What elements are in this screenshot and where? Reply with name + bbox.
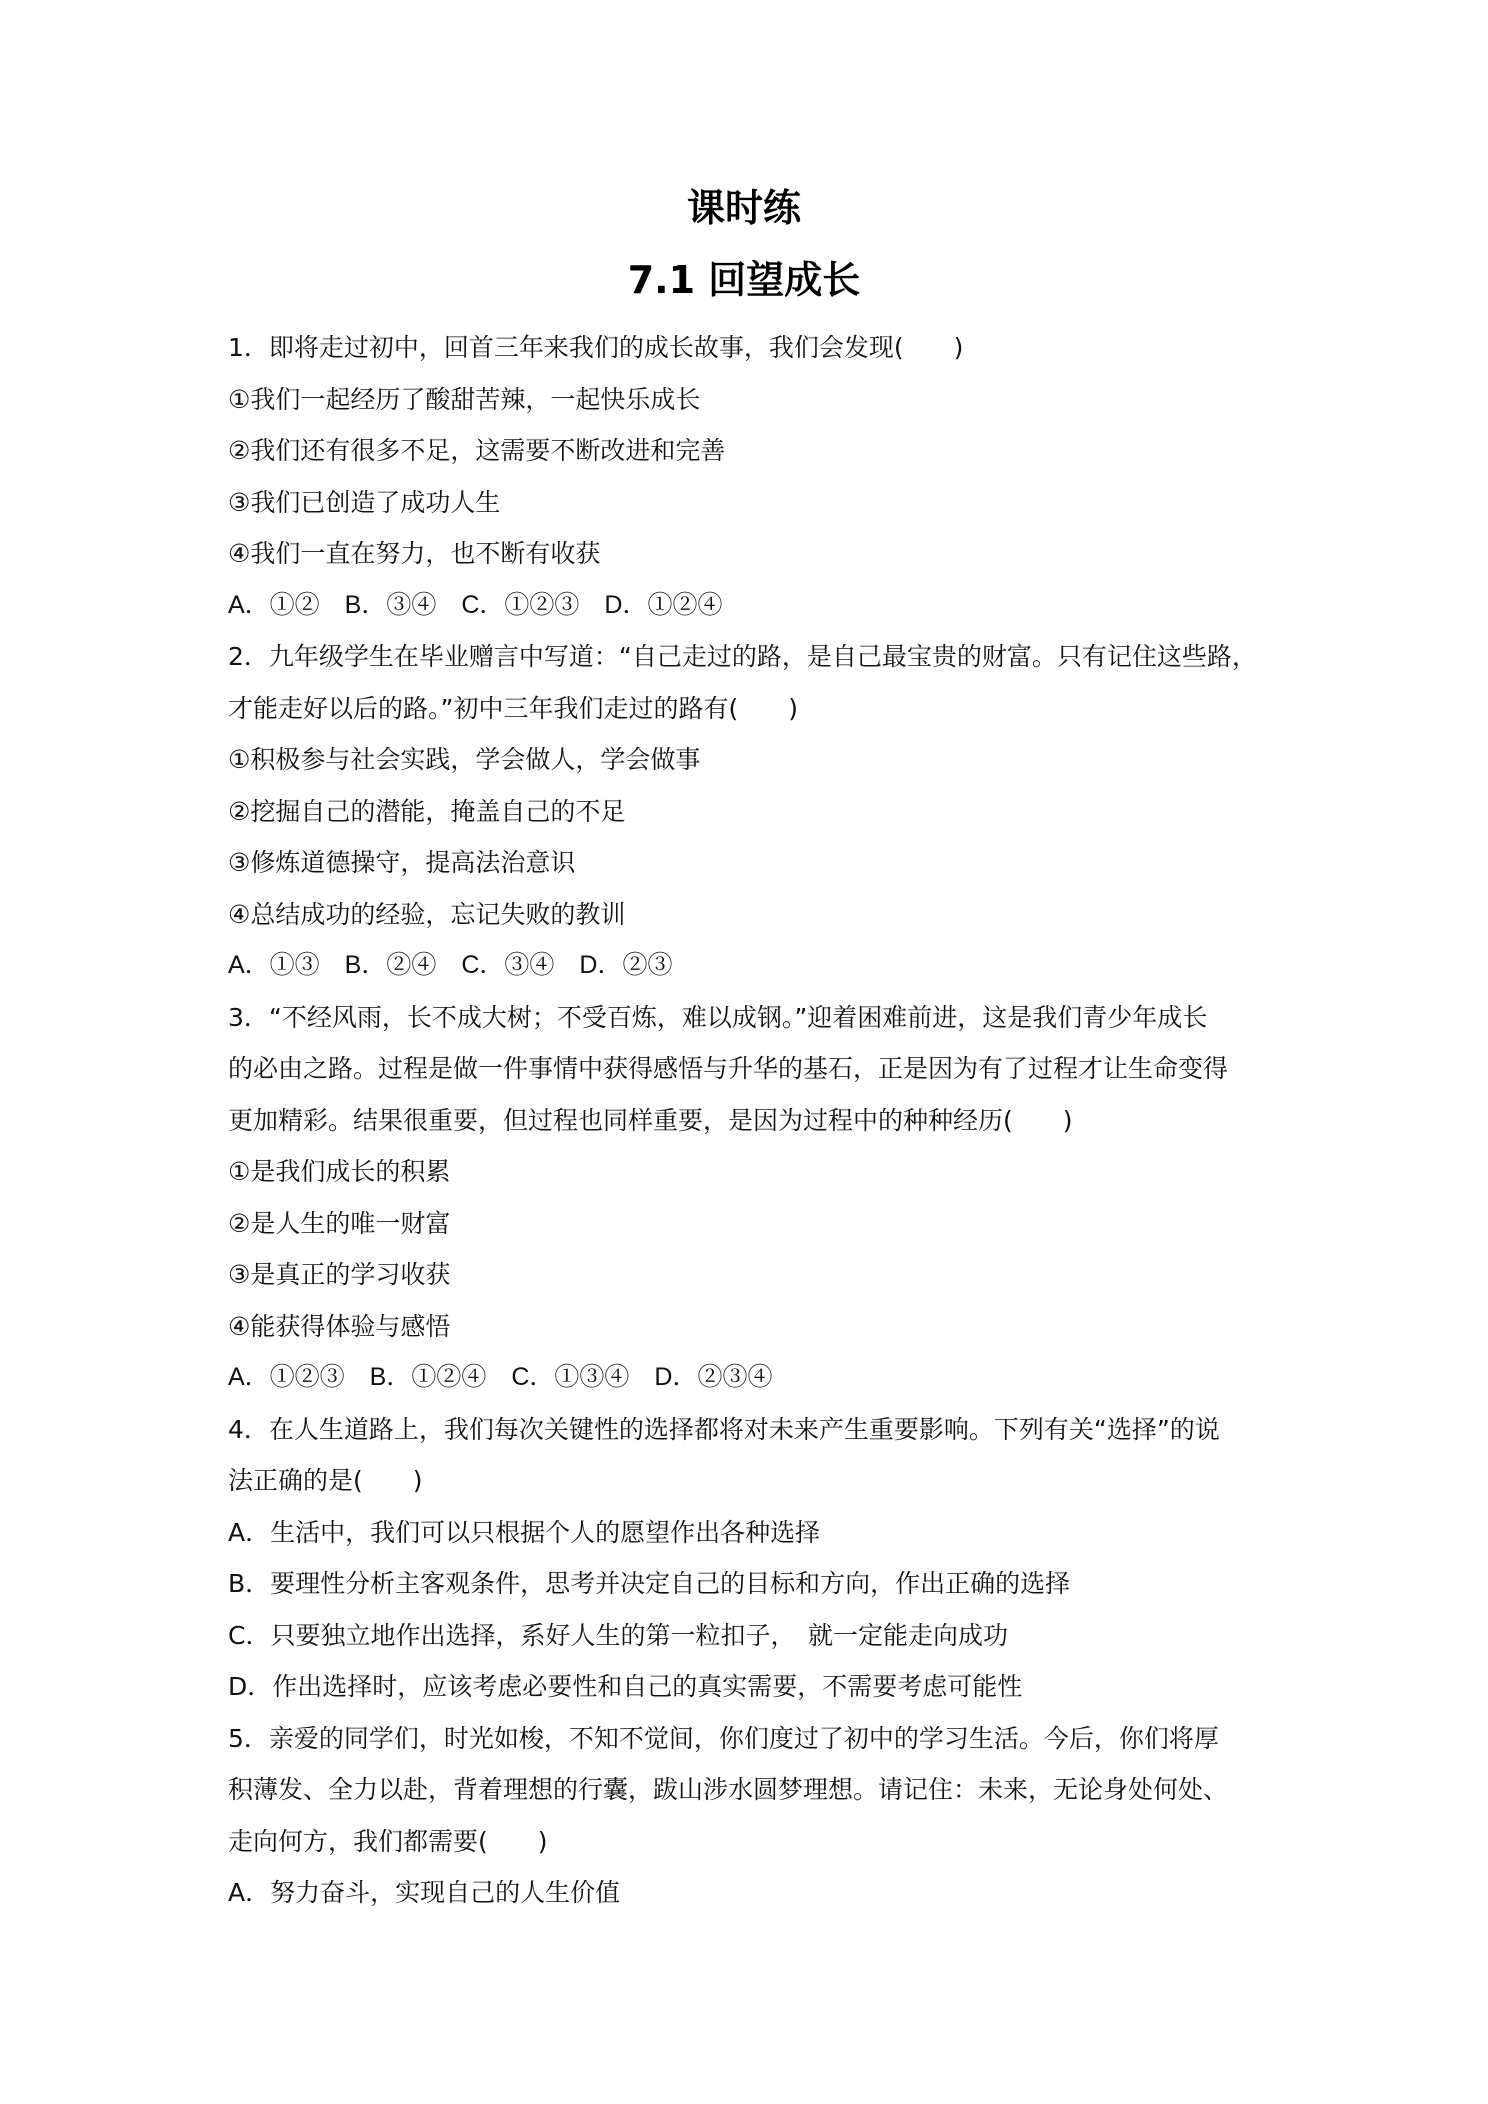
question-list [228,322,1276,1919]
q5-stem-line-3: 走向何方，我们都需要( ) [228,1826,548,1856]
q1-statement-4: ④我们一直在努力，也不断有收获 [228,539,601,568]
q3-stem-line-2: 的必由之路。过程是做一件事情中获得感悟与升华的基石，正是因为有了过程才让生命变得 [228,1054,1229,1083]
q3-statement-4: ④能获得体验与感悟 [228,1311,451,1341]
q2-statement-1: ①积极参与社会实践，学会做人，学会做事 [228,745,701,774]
q3-stem-line-1: 3．“不经风雨，长不成大树；不受百炼，难以成钢。”迎着困难前进，这是我们青少年成长 [228,1002,1208,1032]
q4-stem-line-1: 4．在人生道路上，我们每次关键性的选择都将对未来产生重要影响。下列有关“选择”的说 [228,1414,1220,1444]
q2-options: A．①③ B．②④ C．③④ D．②③ [228,951,673,979]
q2-statement-2: ②挖掘自己的潜能，掩盖自己的不足 [228,796,626,826]
lesson-title: 7.1 回望成长 [627,258,861,302]
q1-stem: 1．即将走过初中，回首三年来我们的成长故事，我们会发现( ) [228,333,964,362]
q1-statement-2: ②我们还有很多不足，这需要不断改进和完善 [228,436,726,465]
q5-stem-line-1: 5．亲爱的同学们，时光如梭，不知不觉间，你们度过了初中的学习生活。今后，你们将厚 [228,1723,1219,1753]
q3-statement-1: ①是我们成长的积累 [228,1157,451,1186]
q5-stem-line-2: 积薄发、全力以赴，背着理想的行囊，跋山涉水圆梦理想。请记住：未来，无论身处何处、 [228,1775,1229,1804]
q3-stem-line-3: 更加精彩。结果很重要，但过程也同样重要，是因为过程中的种种经历( ) [228,1105,1073,1135]
document-title: 课时练 [686,186,801,230]
q4-stem-line-2: 法正确的是( ) [228,1466,423,1495]
q3-statement-2: ②是人生的唯一财富 [228,1208,451,1238]
q3-statement-3: ③是真正的学习收获 [228,1260,451,1289]
q1-options: A．①② B．③④ C．①②③ D．①②④ [228,590,723,619]
q3-options: A．①②③ B．①②④ C．①③④ D．②③④ [228,1363,773,1391]
q1-statement-3: ③我们已创造了成功人生 [228,487,501,517]
q2-statement-4: ④总结成功的经验，忘记失败的教训 [228,899,626,929]
q5-option-a: A．努力奋斗，实现自己的人生价值 [228,1878,621,1907]
q2-stem-line-2: 才能走好以后的路。”初中三年我们走过的路有( ) [228,693,798,723]
q2-stem-line-1: 2．九年级学生在毕业赠言中写道：“自己走过的路，是自己最宝贵的财富。只有记住这些路， [228,642,1257,671]
q2-statement-3: ③修炼道德操守，提高法治意识 [228,848,576,877]
q4-option-d: D．作出选择时，应该考虑必要性和自己的真实需要，不需要考虑可能性 [228,1672,1023,1701]
q1-statement-1: ①我们一起经历了酸甜苦辣，一起快乐成长 [228,384,701,414]
q4-option-a: A．生活中，我们可以只根据个人的愿望作出各种选择 [228,1517,821,1547]
q4-option-b: B．要理性分析主客观条件，思考并决定自己的目标和方向，作出正确的选择 [228,1569,1071,1598]
q4-option-c: C．只要独立地作出选择，系好人生的第一粒扣子， 就一定能走向成功 [228,1620,1008,1650]
